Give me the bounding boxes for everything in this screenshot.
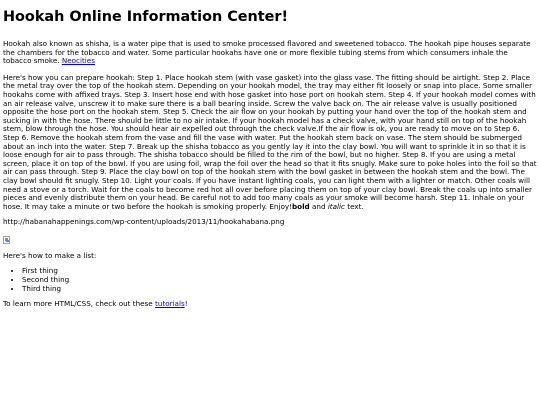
intro-paragraph bbox=[3, 40, 537, 66]
tutorials-link[interactable]: tutorials bbox=[155, 299, 185, 309]
outro-prefix: To learn more HTML/CSS, check out these bbox=[3, 299, 156, 309]
bullet-list bbox=[3, 267, 537, 293]
and-text: and bbox=[309, 201, 328, 211]
list-intro: Here's how to make a list: bbox=[3, 250, 97, 260]
neocities-link[interactable]: Neocities bbox=[61, 56, 95, 66]
broken-image-icon bbox=[3, 236, 10, 244]
text-suffix: text. bbox=[344, 201, 364, 211]
page-title: Hookah Online Information Center! bbox=[3, 9, 289, 25]
steps-paragraph bbox=[3, 74, 537, 212]
list-item: • First thing bbox=[22, 267, 537, 276]
italic-text: italic bbox=[327, 201, 345, 211]
bold-text: bold bbox=[292, 201, 310, 211]
image-url-text: http://habanahappenings.com/wp-content/uploads/2013/11/hookahabana.png bbox=[3, 217, 285, 227]
list-item: • Second thing bbox=[22, 276, 537, 285]
outro-paragraph bbox=[3, 300, 537, 309]
list-item: • Third thing bbox=[22, 285, 537, 294]
steps-text: Here's how you can prepare hookah: Step 1. Place hookah stem (with vase gasket) into the glass vase. The fitting should be airtight. Step 2. Place the metal tray over the top of the hookah stem. Depending on your hookah model, the tray may either fit loosely or snap into place. Some smaller hookahs come with affixed trays. Step 3. Insert hose end with hose gasket into hose port on hookah stem. Step 4. If your hookah model comes with an air release valve, unscrew it to make sure there is a ball bearing inside. Screw the valve back on. The air release valve is usually positioned opposite the hose port on the hookah stem. Step 5. Check the air flow on your hookah by putting your hand over the top of the hookah stem and sucking in with the hose. There should be little to no air intake. If your hookah model has a check valve, with your hand still on top of the hookah stem, blow through the hose. You should hear air expelled out through the check valve.If the air flow is ok, you are ready to move on to Step 6. Step 6. Remove the hookah stem from the vase and fill the vase with water. Put the hookah stem back on vase. The stem should be submerged about an inch into the water. Step 7. Break up the shisha tobacco as you gently lay it into the clay bowl. You will want to sprinkle it in so that it is loose enough for air to pass through. The shisha tobacco should be filled to the rim of the bowl, but no higher. Step 8. If you are using a metal screen, place it on top of the bowl. If you are using foil, wrap the foil over the head so that it fits snugly. Make sure to poke holes into the foil so that air can pass through. Step 9. Place the clay bowl on top of the hookah stem with the bowl gasket in between the hookah stem and the bowl. The clay bowl should fit snugly. Step 10. Light your coals. If you have instant lighting coals, you can light them with a lighter or match. Other coals will need a stove or a torch. Wait for the coals to become red hot all over before placing them on top of your clay bowl. Break the coals up into smaller pieces and evenly distribute them on your head. Be careful not to add too many coals as your smoke will become harsh. Step 11. Inhale on your hose. It may take a minute or two before the hookah is smoking properly. Enjoy! bbox=[3, 72, 537, 211]
outro-suffix: ! bbox=[184, 299, 188, 309]
intro-text: Hookah also known as shisha, is a water pipe that is used to smoke processed flavored and sweetened tobacco. The hookah pipe houses separate the chambers for the tobacco and water. Some particular hookahs have one or more flexible tubing stems from which consumers inhale the tobacco smoke. bbox=[3, 39, 531, 66]
